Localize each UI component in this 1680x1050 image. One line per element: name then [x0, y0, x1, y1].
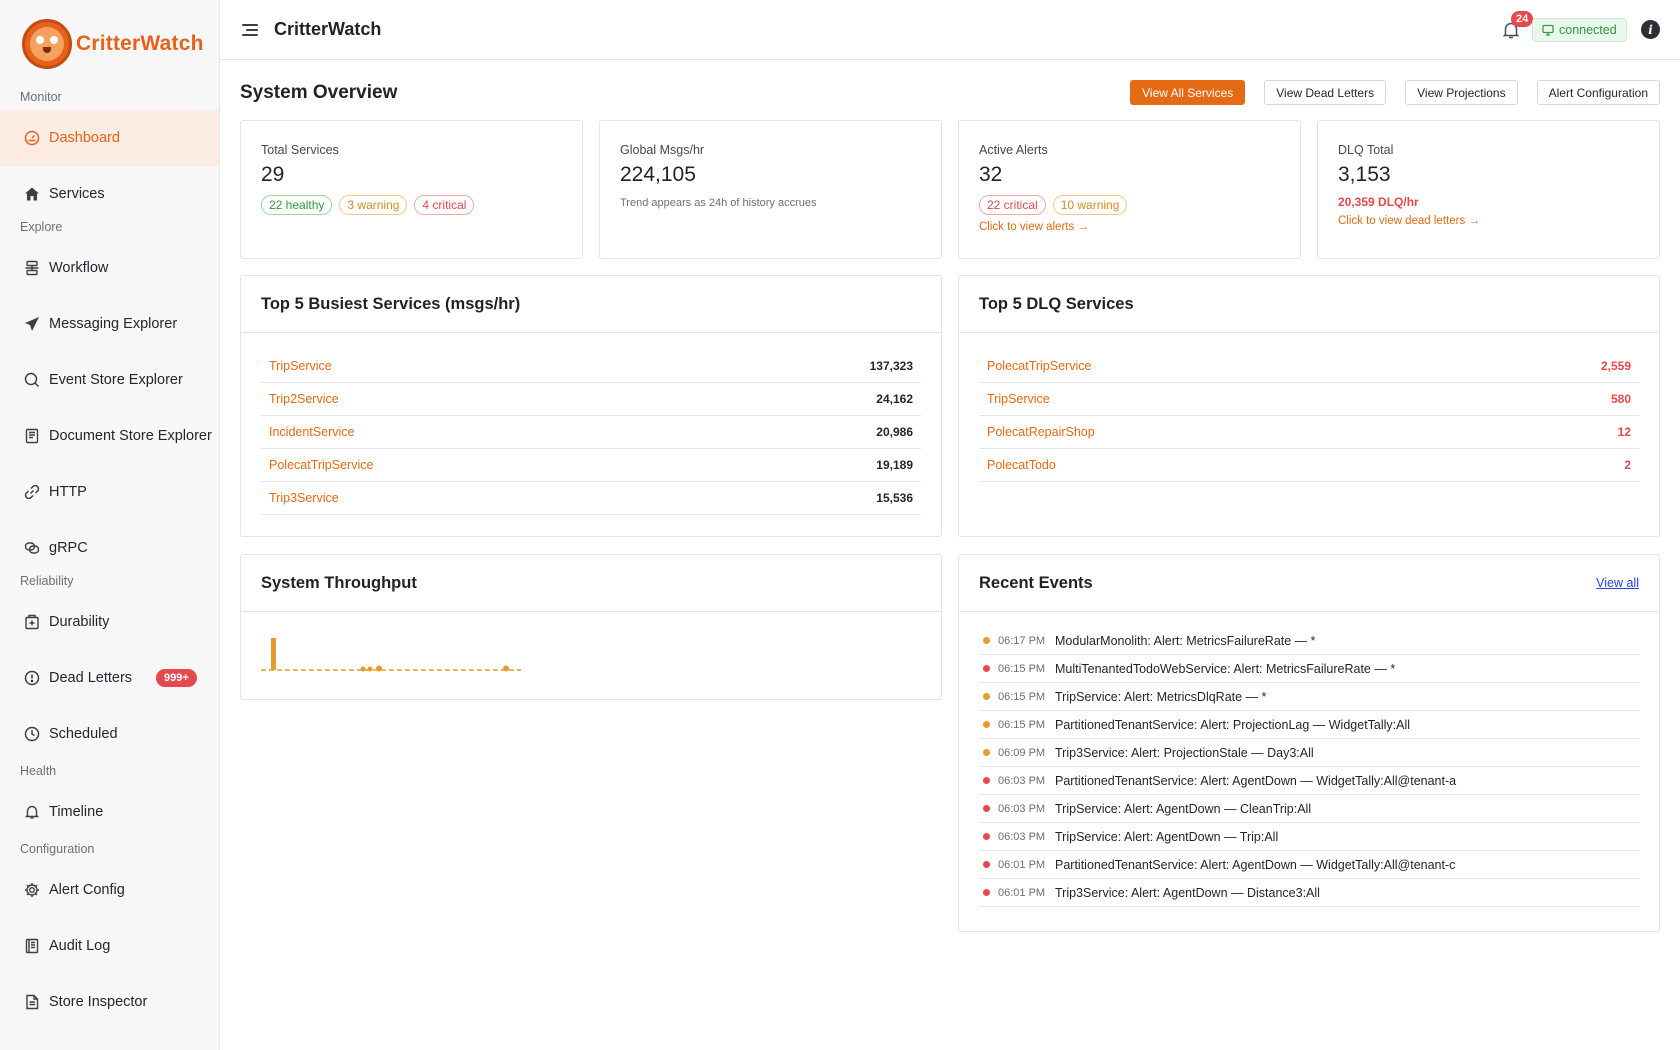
- critical-dot: [983, 889, 990, 896]
- event-time: 06:01 PM: [998, 858, 1046, 871]
- sidebar-item-workflow[interactable]: [0, 240, 219, 296]
- sidebar-item-audit-log[interactable]: [0, 918, 219, 974]
- stat-label: Active Alerts: [979, 143, 1048, 157]
- throughput-sparkline: [259, 630, 529, 680]
- list-item[interactable]: [979, 851, 1639, 879]
- sidebar-item-grpc[interactable]: [0, 520, 219, 576]
- connection-status-badge: [1532, 18, 1627, 42]
- sidebar-item-label: Alert Config: [49, 882, 125, 898]
- panel-title: Top 5 Busiest Services (msgs/hr): [241, 276, 941, 333]
- stat-value: 29: [261, 163, 285, 186]
- event-text: PartitionedTenantService: Alert: AgentDown — WidgetTally:All@tenant-c: [1055, 857, 1456, 872]
- workflow-icon: [24, 260, 40, 276]
- system-throughput-panel: [240, 554, 942, 700]
- notification-count-badge: 24: [1511, 11, 1533, 27]
- connection-status-text: connected: [1559, 23, 1617, 37]
- critical-dot: [983, 861, 990, 868]
- table-row: [979, 350, 1639, 383]
- view-alerts-link[interactable]: Click to view alerts →: [979, 221, 1089, 233]
- stat-value: 224,105: [620, 163, 696, 186]
- monitor-icon: [1542, 24, 1554, 36]
- dead-letters-count-badge: 999+: [156, 669, 197, 687]
- event-time: 06:15 PM: [998, 718, 1046, 731]
- panel-title: System Throughput: [241, 555, 941, 612]
- stat-label: Total Services: [261, 143, 339, 157]
- sidebar-item-store-inspector[interactable]: [0, 974, 219, 1030]
- throughput-point: [368, 667, 373, 672]
- service-link[interactable]: TripService: [987, 392, 1050, 406]
- list-item[interactable]: [979, 879, 1639, 907]
- throughput-point: [503, 666, 509, 672]
- app-title: CritterWatch: [274, 19, 382, 39]
- stat-card-global-msgs: [599, 120, 942, 259]
- durability-icon: [24, 614, 40, 630]
- list-item[interactable]: [979, 627, 1639, 655]
- document-icon: [24, 428, 40, 444]
- table-row: [979, 383, 1639, 416]
- home-icon: [24, 186, 40, 202]
- list-item[interactable]: [979, 823, 1639, 851]
- critical-chip: 4 critical: [414, 195, 474, 215]
- page-actions: [1130, 80, 1660, 105]
- sidebar-item-label: Scheduled: [49, 726, 118, 742]
- throughput-point: [361, 667, 366, 672]
- dlq-count: 12: [1617, 425, 1631, 439]
- msgs-per-hour: 24,162: [876, 392, 913, 406]
- stat-card-total-services: [240, 120, 583, 259]
- sidebar-item-document-store-explorer[interactable]: [0, 408, 219, 464]
- sidebar-item-label: Messaging Explorer: [49, 316, 178, 332]
- table-row: [261, 416, 921, 449]
- view-dead-letters-button[interactable]: View Dead Letters: [1264, 80, 1386, 105]
- service-link[interactable]: TripService: [269, 359, 332, 373]
- sidebar-item-label: Store Inspector: [49, 994, 148, 1010]
- sidebar-item-dead-letters[interactable]: [0, 650, 219, 706]
- list-item[interactable]: [979, 711, 1639, 739]
- alert-severity-chips: [979, 195, 1280, 215]
- warning-dot: [983, 637, 990, 644]
- table-row: [261, 383, 921, 416]
- table-row: [261, 350, 921, 383]
- top-bar: [220, 0, 1680, 60]
- event-text: MultiTenantedTodoWebService: Alert: MetricsFailureRate — *: [1055, 661, 1396, 676]
- sidebar-item-alert-config[interactable]: [0, 862, 219, 918]
- recent-events-panel: [958, 554, 1660, 932]
- msgs-per-hour: 19,189: [876, 458, 913, 472]
- sidebar-item-event-store-explorer[interactable]: [0, 352, 219, 408]
- critter-logo-icon: [22, 19, 72, 69]
- table-row: [261, 449, 921, 482]
- view-all-services-button[interactable]: View All Services: [1130, 80, 1245, 105]
- msgs-per-hour: 137,323: [869, 359, 913, 373]
- event-text: Trip3Service: Alert: ProjectionStale — Day3:All: [1055, 745, 1314, 760]
- brand-logo[interactable]: [0, 0, 219, 88]
- sidebar-item-label: Dead Letters: [49, 670, 133, 686]
- event-text: TripService: Alert: MetricsDlqRate — *: [1055, 689, 1267, 704]
- sidebar-item-durability[interactable]: [0, 594, 219, 650]
- view-projections-button[interactable]: View Projections: [1405, 80, 1518, 105]
- event-text: PartitionedTenantService: Alert: ProjectionLag — WidgetTally:All: [1055, 717, 1411, 732]
- dlq-rate: 20,359 DLQ/hr: [1338, 195, 1419, 209]
- link-icon: [24, 484, 40, 500]
- info-icon[interactable]: i: [1641, 20, 1660, 39]
- event-text: Trip3Service: Alert: AgentDown — Distance3:All: [1055, 885, 1320, 900]
- service-link[interactable]: Trip3Service: [269, 491, 339, 505]
- panel-title: Top 5 DLQ Services: [959, 276, 1659, 333]
- stat-label: Global Msgs/hr: [620, 143, 705, 157]
- menu-icon[interactable]: [242, 21, 260, 39]
- sidebar-item-label: Dashboard: [49, 130, 120, 146]
- sidebar-item-label: Services: [49, 186, 105, 202]
- clock-icon: [24, 726, 40, 742]
- section-label-monitor: Monitor: [20, 90, 62, 104]
- list-item[interactable]: [979, 795, 1639, 823]
- event-time: 06:03 PM: [998, 802, 1046, 815]
- sidebar-item-scheduled[interactable]: [0, 706, 219, 762]
- sidebar-item-label: Audit Log: [49, 938, 111, 954]
- service-link[interactable]: PolecatTripService: [987, 359, 1092, 373]
- busiest-services-list: [241, 333, 941, 515]
- stat-value: 3,153: [1338, 163, 1391, 186]
- sidebar-item-services[interactable]: [0, 166, 219, 222]
- event-text: ModularMonolith: Alert: MetricsFailureRate — *: [1055, 633, 1316, 648]
- sidebar: [0, 0, 220, 1050]
- event-time: 06:03 PM: [998, 774, 1046, 787]
- event-text: PartitionedTenantService: Alert: AgentDown — WidgetTally:All@tenant-a: [1055, 773, 1457, 788]
- recent-events-list: [959, 612, 1659, 907]
- trend-note: Trend appears as 24h of history accrues: [620, 197, 817, 209]
- service-health-chips: [261, 195, 562, 215]
- busiest-services-panel: [240, 275, 942, 537]
- sidebar-item-label: Document Store Explorer: [49, 428, 212, 444]
- warning-chip: 3 warning: [339, 195, 407, 215]
- warning-chip: 10 warning: [1053, 195, 1128, 215]
- throughput-point: [376, 666, 382, 672]
- section-label-configuration: Configuration: [20, 842, 95, 856]
- service-link[interactable]: PolecatTodo: [987, 458, 1056, 472]
- dlq-count: 2,559: [1600, 359, 1631, 373]
- table-row: [979, 449, 1639, 482]
- sidebar-item-label: Durability: [49, 614, 110, 630]
- event-time: 06:15 PM: [998, 662, 1046, 675]
- gear-icon: [24, 882, 40, 898]
- throughput-spike: [271, 638, 276, 670]
- dlq-services-panel: [958, 275, 1660, 537]
- grpc-icon: [24, 540, 40, 556]
- recent-events-title: Recent Events: [979, 573, 1093, 592]
- event-time: 06:01 PM: [998, 886, 1046, 899]
- sidebar-item-http[interactable]: [0, 464, 219, 520]
- sidebar-item-dashboard[interactable]: [0, 110, 219, 166]
- section-label-explore: Explore: [20, 220, 63, 234]
- audit-log-icon: [24, 938, 40, 954]
- event-time: 06:09 PM: [998, 746, 1046, 759]
- service-link[interactable]: PolecatRepairShop: [987, 425, 1095, 439]
- critical-chip: 22 critical: [979, 195, 1046, 215]
- sidebar-item-label: Workflow: [49, 260, 109, 276]
- stat-value: 32: [979, 163, 1003, 186]
- list-item[interactable]: [979, 739, 1639, 767]
- stat-label: DLQ Total: [1338, 143, 1394, 157]
- stat-card-active-alerts[interactable]: [958, 120, 1301, 259]
- send-icon: [24, 316, 40, 332]
- search-icon: [24, 372, 40, 388]
- table-row: [261, 482, 921, 515]
- view-all-events-link[interactable]: View all: [1596, 576, 1639, 590]
- sidebar-item-label: Event Store Explorer: [49, 372, 183, 388]
- alert-circle-icon: [24, 670, 40, 686]
- brand-name: CritterWatch: [76, 32, 204, 55]
- sidebar-item-timeline[interactable]: [0, 784, 219, 840]
- msgs-per-hour: 15,536: [876, 491, 913, 505]
- event-time: 06:03 PM: [998, 830, 1046, 843]
- event-time: 06:17 PM: [998, 634, 1046, 647]
- section-label-reliability: Reliability: [20, 574, 74, 588]
- warning-dot: [983, 721, 990, 728]
- dlq-count: 580: [1610, 392, 1631, 406]
- critical-dot: [983, 833, 990, 840]
- service-link[interactable]: PolecatTripService: [269, 458, 374, 472]
- list-item[interactable]: [979, 655, 1639, 683]
- page-title: System Overview: [240, 82, 398, 103]
- event-time: 06:15 PM: [998, 690, 1046, 703]
- panel-title: [959, 555, 1659, 612]
- sidebar-item-label: Timeline: [49, 804, 104, 820]
- warning-dot: [983, 749, 990, 756]
- dlq-count: 2: [1624, 458, 1631, 472]
- critical-dot: [983, 805, 990, 812]
- dlq-services-list: [959, 333, 1659, 482]
- table-row: [979, 416, 1639, 449]
- dashboard-icon: [24, 130, 40, 146]
- sidebar-item-messaging-explorer[interactable]: [0, 296, 219, 352]
- stat-card-dlq-total[interactable]: [1317, 120, 1660, 259]
- critical-dot: [983, 777, 990, 784]
- event-text: TripService: Alert: AgentDown — Trip:All: [1055, 829, 1279, 844]
- critical-dot: [983, 665, 990, 672]
- healthy-chip: 22 healthy: [261, 195, 332, 215]
- service-link[interactable]: IncidentService: [269, 425, 355, 439]
- store-inspector-icon: [24, 994, 40, 1010]
- event-text: TripService: Alert: AgentDown — CleanTrip:All: [1055, 801, 1312, 816]
- service-link[interactable]: Trip2Service: [269, 392, 339, 406]
- list-item[interactable]: [979, 767, 1639, 795]
- sidebar-item-label: HTTP: [49, 484, 87, 500]
- alert-configuration-button[interactable]: Alert Configuration: [1537, 80, 1660, 105]
- msgs-per-hour: 20,986: [876, 425, 913, 439]
- warning-dot: [983, 693, 990, 700]
- section-label-health: Health: [20, 764, 57, 778]
- view-dead-letters-link[interactable]: Click to view dead letters →: [1338, 215, 1480, 227]
- bell-icon: [24, 804, 40, 820]
- list-item[interactable]: [979, 683, 1639, 711]
- sidebar-item-label: gRPC: [49, 540, 88, 556]
